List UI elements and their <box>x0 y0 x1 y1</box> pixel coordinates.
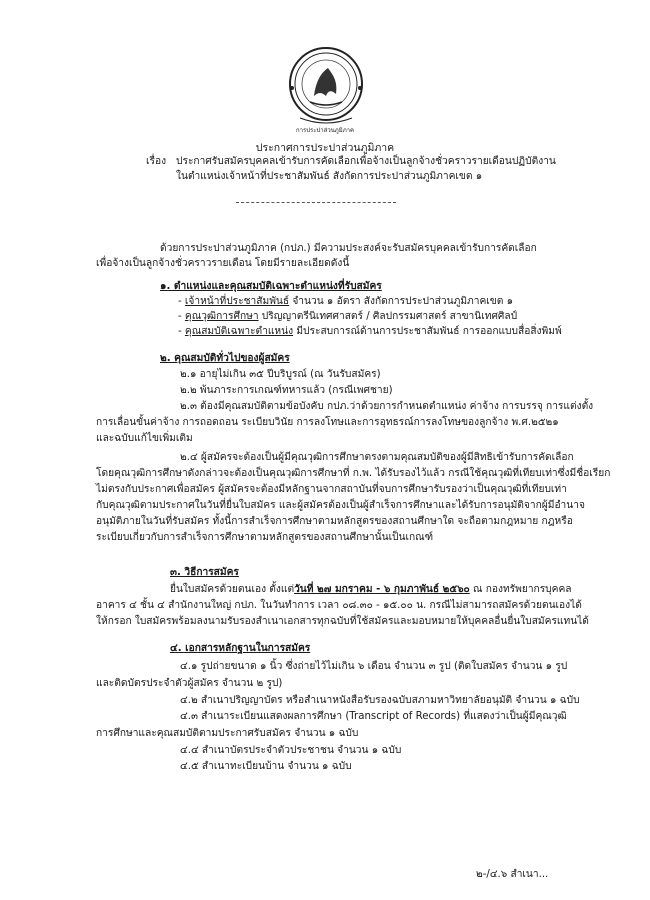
section1-item-3: - คุณสมบัติเฉพาะตำแหน่ง มีประสบการณ์ด้านการประชาสัมพันธ์ การออกแบบสื่อสิ่งพิมพ์ <box>178 326 562 337</box>
section2-line-4c: ไม่ตรงกับประกาศเพื่อสมัคร ผู้สมัครจะต้องมีหลักฐานจากสถาบันที่จบการศึกษารับรองว่าเป็นคุณวุฒิที่เทียบเท่า <box>96 484 567 495</box>
section1-item-2: - คุณวุฒิการศึกษา ปริญญาตรีนิเทศศาสตร์ / ศิลปกรรมศาสตร์ สาขานิเทศศิลป์ <box>178 311 518 322</box>
section4-line-1a: ๔.๑ รูปถ่ายขนาด ๑ นิ้ว ซึ่งถ่ายไว้ไม่เกิน ๖ เดือน จำนวน ๓ รูป (ติดใบสมัคร จำนวน ๑ รูป <box>180 661 568 672</box>
section2-line-4e: อนุมัติภายในวันที่รับสมัคร ทั้งนี้การสำเร็จการศึกษาตามหลักสูตรของสถานศึกษาใด จะถือตามกฎหมาย กฎหรือ <box>96 516 573 527</box>
section2-heading: ๒. คุณสมบัติทั่วไปของผู้สมัคร <box>160 353 290 364</box>
section2-line-4b: โดยคุณวุฒิการศึกษาดังกล่าวจะต้องเป็นคุณวุฒิการศึกษาที่ ก.พ. ได้รับรองไว้แล้ว กรณีใช้คุณวุฒิที่เทียบเท่าซึ่งมีชื่อเรียก <box>96 468 611 479</box>
section4-line-4: ๔.๔ สำเนาบัตรประจำตัวประชาชน จำนวน ๑ ฉบับ <box>180 745 402 756</box>
intro-line-1: ด้วยการประปาส่วนภูมิภาค (กปภ.) มีความประสงค์จะรับสมัครบุคคลเข้ารับการคัดเลือก <box>160 243 537 254</box>
section4-line-2: ๔.๒ สำเนาปริญญาบัตร หรือสำเนาหนังสือรับรองฉบับสภามหาวิทยาลัยอนุมัติ จำนวน ๑ ฉบับ <box>180 695 580 706</box>
section4-line-1b: และติดบัตรประจำตัวผู้สมัคร จำนวน ๒ รูป) <box>96 678 283 689</box>
qualification-label: คุณสมบัติเฉพาะตำแหน่ง <box>184 326 294 337</box>
intro-line-2: เพื่อจ้างเป็นลูกจ้างชั่วคราวรายเดือน โดยมีรายละเอียดดังนี้ <box>96 258 350 269</box>
section1-heading: ๑. ตำแหน่งและคุณสมบัติเฉพาะตำแหน่งที่รับสมัคร <box>160 281 382 292</box>
section2-line-3b: การเลื่อนขั้นค่าจ้าง การถอดถอน ระเบียบวินัย การลงโทษและการอุทธรณ์การลงโทษของลูกจ้าง พ.ศ.๒๕๒๑ <box>96 417 559 428</box>
subject-line-1: ประกาศรับสมัครบุคคลเข้ารับการคัดเลือกเพื่อจ้างเป็นลูกจ้างชั่วคราวรายเดือนปฏิบัติงาน <box>176 156 556 167</box>
apply-dates: วันที่ ๒๗ มกราคม - ๖ กุมภาพันธ์ ๒๕๖๐ <box>294 584 470 595</box>
education-text: ปริญญาตรีนิเทศศาสตร์ / ศิลปกรรมศาสตร์ สาขานิเทศศิลป์ <box>258 311 518 322</box>
section3-line-2: อาคาร ๔ ชั้น ๔ สำนักงานใหญ่ กปภ. ในวันทำการ เวลา ๐๘.๓๐ - ๑๕.๐๐ น. กรณีไม่สามารถสมัครด้วยตนเองได้ <box>96 600 582 611</box>
subject-label: เรื่อง <box>146 156 167 167</box>
section4-line-5: ๔.๕ สำเนาทะเบียนบ้าน จำนวน ๑ ฉบับ <box>180 761 352 772</box>
section3-line-1 <box>170 583 572 597</box>
section3-line-3: ให้กรอก ใบสมัครพร้อมลงนามรับรองสำเนาเอกสารทุกฉบับที่ใช้สมัครและมอบหมายให้บุคคลอื่นยื่นใบสมัครแทนได้ <box>96 616 589 627</box>
apply-intro: ยื่นใบสมัครด้วยตนเอง ตั้งแต่ <box>170 584 295 595</box>
section1-item-1: - เจ้าหน้าที่ประชาสัมพันธ์ จำนวน ๑ อัตรา สังกัดการประปาส่วนภูมิภาคเขต ๑ <box>178 296 514 307</box>
section2-line-3c: และฉบับแก้ไขเพิ่มเติม <box>96 433 193 444</box>
qualification-text: มีประสบการณ์ด้านการประชาสัมพันธ์ การออกแบบสื่อสิ่งพิมพ์ <box>293 326 562 337</box>
section2-line-2: ๒.๒ พ้นภาระการเกณฑ์ทหารแล้ว (กรณีเพศชาย) <box>180 385 393 396</box>
section4-line-3a: ๔.๓ สำเนาระเบียนแสดงผลการศึกษา (Transcript of Records) ที่แสดงว่าเป็นผู้มีคุณวุฒิ <box>180 711 567 722</box>
education-label: คุณวุฒิการศึกษา <box>184 311 259 322</box>
position-label: เจ้าหน้าที่ประชาสัมพันธ์ <box>184 296 290 307</box>
section2-line-4d: กับคุณวุฒิตามประกาศในวันที่ยื่นใบสมัคร และผู้สมัครต้องเป็นผู้สำเร็จการศึกษาและได้รับการอนุมัติจากผู้มีอำนาจ <box>96 500 585 511</box>
apply-location: ณ กองทรัพยากรบุคคล <box>469 584 572 595</box>
seal-caption: การประปาส่วนภูมิภาค <box>296 127 355 134</box>
section4-line-3b: การศึกษาและคุณสมบัติตามประกาศรับสมัคร จำนวน ๑ ฉบับ <box>96 728 359 739</box>
page-continuation: ๒-/๔.๖ สำเนา... <box>476 869 549 880</box>
section2-line-1: ๒.๑ อายุไม่เกิน ๓๕ ปีบริบูรณ์ (ณ วันรับสมัคร) <box>180 369 381 380</box>
section2-line-3a: ๒.๓ ต้องมีคุณสมบัติตามข้อบังคับ กปภ.ว่าด้วยการกำหนดตำแหน่ง ค่าจ้าง การบรรจุ การแต่งตั้ง <box>180 401 594 412</box>
document-title: ประกาศการประปาส่วนภูมิภาค <box>255 142 395 154</box>
subject-line-2: ในตำแหน่งเจ้าหน้าที่ประชาสัมพันธ์ สังกัดการประปาส่วนภูมิภาคเขต ๑ <box>176 171 483 182</box>
section4-heading: ๔. เอกสารหลักฐานในการสมัคร <box>170 643 311 654</box>
position-text: จำนวน ๑ อัตรา สังกัดการประปาส่วนภูมิภาคเขต ๑ <box>289 296 514 307</box>
section2-line-4a: ๒.๔ ผู้สมัครจะต้องเป็นผู้มีคุณวุฒิการศึกษาตรงตามคุณสมบัติของผู้มีสิทธิเข้ารับการคัดเลือก <box>180 452 574 463</box>
section3-heading: ๓. วิธีการสมัคร <box>170 567 239 578</box>
header-divider <box>236 202 396 203</box>
section2-line-4f: ระเบียบเกี่ยวกับการสำเร็จการศึกษาตามหลักสูตรของสถานศึกษานั้นเป็นเกณฑ์ <box>96 532 434 543</box>
pwa-seal-icon <box>286 44 366 134</box>
